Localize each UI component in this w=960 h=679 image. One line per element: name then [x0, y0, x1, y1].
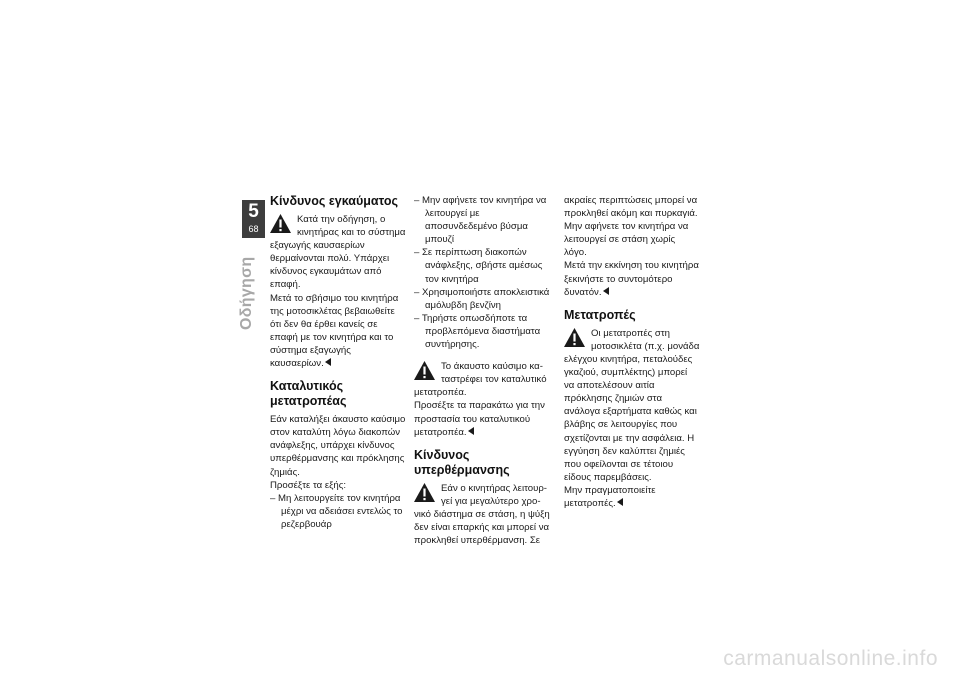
heading-catalytic-converter: Καταλυτικός μετατροπέας	[270, 379, 347, 409]
paragraph-text: Μετά το σβήσιμο του κινητήρα της μοτοσικλέτας βεβαιωθείτε ότι δεν θα έρθει κανείς σε επαφή με τον κινητήρα και το σύστημα εξαγωγής καυσαερίων.	[270, 292, 399, 370]
paragraph	[564, 259, 700, 298]
heading-overheating: Κίνδυνος υπερθέρμανσης	[414, 447, 510, 477]
paragraph	[414, 399, 550, 438]
column-1	[270, 194, 406, 531]
paragraph-text: Μετά την εκκίνηση του κινητήρα ξεκινήστε το συντομότερο δυνατόν.	[564, 260, 699, 298]
paragraph: Εάν καταλήξει άκαυστο καύσιμο στον καταλύτη λόγω διακοπών ανάφλεξης, υπάρχει κίνδυνος υπερθέρμανσης και πρόκλησης ζημιάς.	[270, 414, 406, 478]
end-marker-icon	[603, 287, 609, 295]
warning-triangle-icon	[270, 214, 291, 233]
list-item: – Μην αφήνετε τον κινητήρα να λειτουργεί με αποσυνδεδεμένο βύσμα μπουζί	[414, 195, 547, 246]
warning-triangle-icon	[414, 483, 435, 502]
column-3	[564, 194, 700, 510]
warning-text: Κατά την οδήγηση, ο κινητήρας και το σύστημα εξαγωγής καυσαερίων θερμαίνονται πολύ. Υπάρχει κίνδυνος εγκαυμάτων από επαφή.	[270, 214, 406, 291]
warning-text: Οι μετατροπές στη μοτοσικλέτα (π.χ. μονάδα ελέγχου κινητήρα, πεταλούδες γκαζιού, συμπλέκτης) μπορεί να αποτελέσουν αιτία πρόκλησης ζημιών στα ανάλογα εξαρτήματα καθώς και βλάβης σε λειτουργίες που σχετίζονται με την ασφάλεια. Η εγγύηση δεν καλύπτει ζημιές που οφείλονται σε τέτοιου είδους παρεμβάσεις.	[564, 327, 700, 483]
column-2	[414, 194, 550, 547]
paragraph	[270, 292, 406, 371]
warning-modifications	[564, 327, 700, 484]
warning-overheating	[414, 482, 550, 547]
end-marker-icon	[468, 427, 474, 435]
paragraph-text: Προσέξτε τα παρακάτω για την προστασία του καταλυτικού μετατροπέα.	[414, 400, 545, 438]
paragraph	[564, 484, 700, 510]
heading-modifications: Μετατροπές	[564, 307, 636, 322]
chapter-number: 5	[248, 201, 259, 222]
warning-triangle-icon	[414, 361, 435, 380]
chapter-tab	[242, 200, 265, 238]
warning-burn	[270, 213, 406, 292]
chapter-title: Οδήγηση	[238, 256, 255, 330]
heading-burn-hazard: Κίνδυνος εγκαύματος	[270, 194, 398, 208]
warning-text: Το άκαυστο καύσιμο καταστρέφει τον καταλυτικό μετατροπέα.	[414, 361, 547, 399]
paragraph: ακραίες περιπτώσεις μπορεί να προκληθεί ακόμη και πυρκαγιά.	[564, 195, 698, 220]
page-number: 68	[248, 224, 259, 234]
list-item: – Τηρήστε οπωσδήποτε τα προβλεπόμενα διαστήματα συντήρησης.	[414, 312, 541, 351]
list-item: – Σε περίπτωση διακοπών ανάφλεξης, σβήστε αμέσως τον κινητήρα	[414, 247, 543, 285]
warning-catalyst	[414, 360, 550, 399]
list-item: – Μη λειτουργείτε τον κινητήρα μέχρι να αδειάσει εντελώς το ρεζερβουάρ	[270, 492, 403, 530]
list-item: – Χρησιμοποιήστε αποκλειστικά αμόλυβδη βενζίνη	[414, 286, 550, 311]
paragraph-text: Μην πραγματοποιείτε μετατροπές.	[564, 484, 656, 509]
paragraph: Μην αφήνετε τον κινητήρα να λειτουργεί σε στάση χωρίς λόγο.	[564, 221, 689, 259]
warning-triangle-icon	[564, 328, 585, 347]
end-marker-icon	[617, 498, 623, 506]
end-marker-icon	[325, 358, 331, 366]
warning-text: Εάν ο κινητήρας λειτουργεί για μεγαλύτερο χρονικό διάστημα σε στάση, η ψύξη δεν είναι επαρκής και μπορεί να προκληθεί υπερθέρμανση. Σε	[414, 482, 550, 547]
watermark: carmanualsonline.info	[723, 647, 938, 670]
paragraph: Προσέξτε τα εξής:	[270, 479, 347, 491]
